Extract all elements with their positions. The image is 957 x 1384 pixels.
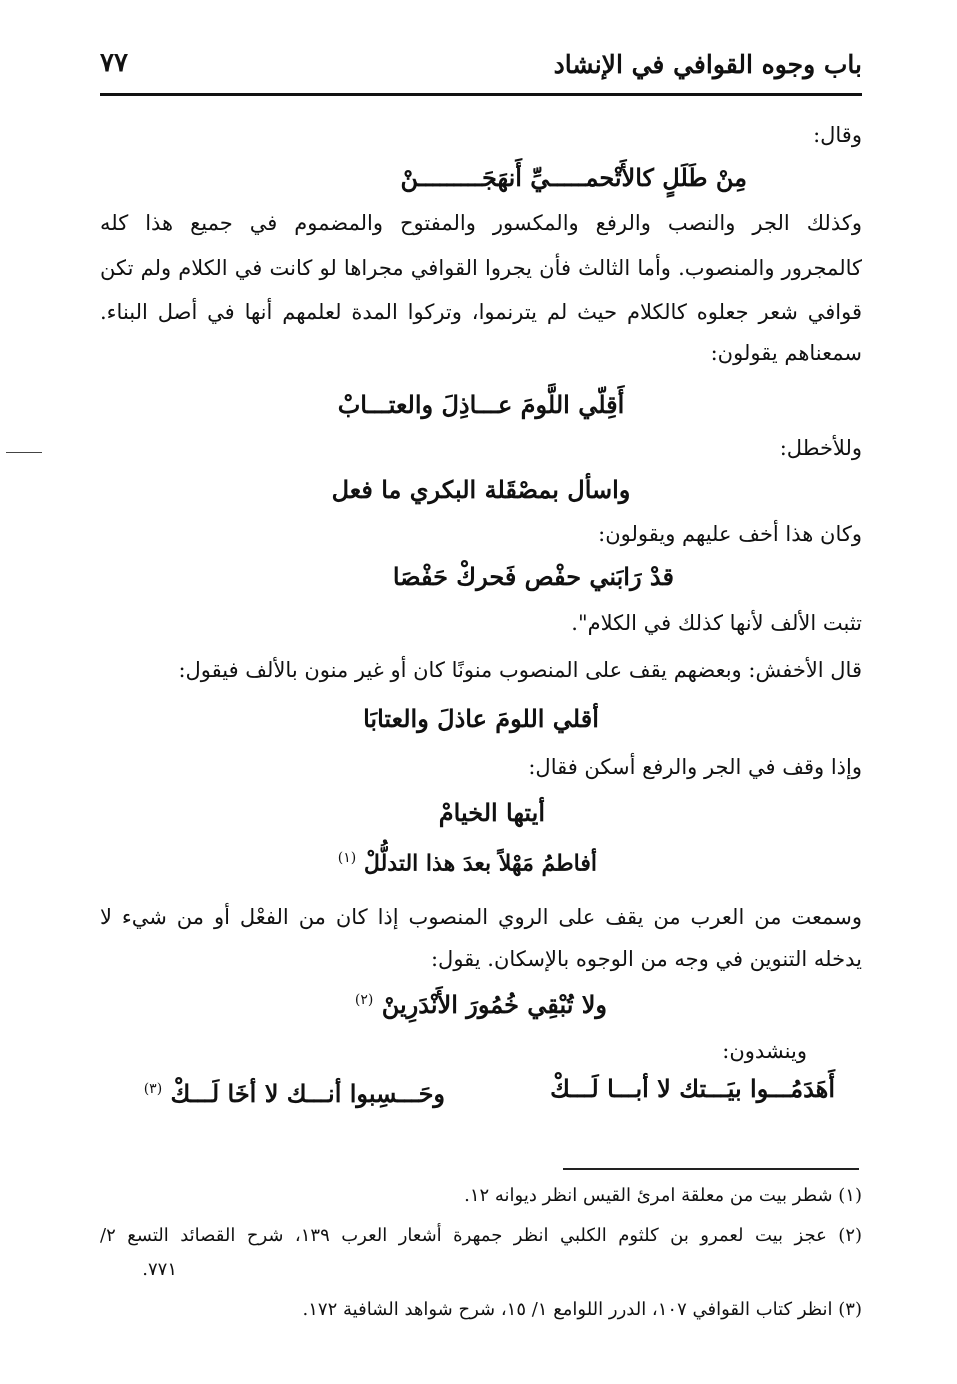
footnote-marker: (٣) bbox=[143, 1081, 163, 1097]
text-line: وقال: bbox=[813, 123, 862, 147]
header-rule bbox=[100, 93, 862, 96]
verse-line bbox=[355, 985, 607, 1020]
verse-hemistich-first: أَهَدَمُـــوا بيَـــتك لا أبـــا لَـــكْ bbox=[550, 1074, 835, 1103]
verse-line: أيتها الخيامْ bbox=[438, 798, 545, 827]
text-line: وإذا وقف في الجر والرفع أسكن فقال: bbox=[528, 755, 862, 779]
verse-line: واسأل بمصْقَلة البكري ما فعل bbox=[331, 475, 631, 504]
verse-line bbox=[338, 843, 597, 878]
footnote: (٣) انظر كتاب القوافي ١٠٧، الدرر اللوامع ١/ ١٥، شرح شواهد الشافية ١٧٢. bbox=[302, 1299, 862, 1320]
text-line: قوافي شعر جعلوه كالكلام حيث لم يترنموا، وتركوا المدة لعلمهم أنها في أصل البناء. bbox=[100, 300, 862, 324]
verse-hemistich-second bbox=[144, 1074, 445, 1109]
footnote: (٢) عجز بيت لعمرو بن كلثوم الكلبي انظر جمهرة أشعار العرب ١٣٩، شرح القصائد التسع ٢/ bbox=[100, 1225, 863, 1246]
chapter-title: باب وجوه القوافي في الإنشاد bbox=[553, 50, 862, 79]
text-line: وينشدون: bbox=[722, 1039, 807, 1063]
margin-mark bbox=[6, 452, 42, 453]
verse-text: وحَـــسِبوا أنـــك لا أخَا لَـــكْ bbox=[170, 1079, 445, 1108]
footnote: ٧٧١. bbox=[142, 1259, 177, 1280]
footnote-marker: (١) bbox=[337, 850, 357, 866]
text-line: وللأخطل: bbox=[779, 436, 862, 460]
verse-line: أقلي اللومَ عاذلَ والعتابَا bbox=[363, 704, 599, 733]
text-line: يدخله التنوين في وجه من الوجوه بالإسكان. يقول: bbox=[430, 947, 862, 971]
verse-line: أَقِلّي اللَّومَ عـــاذِلَ والعتـــابْ bbox=[337, 390, 625, 419]
page-number: ٧٧ bbox=[100, 48, 128, 78]
verse-text: أفاطمُ مَهْلاً بعدَ هذا التدلُّلْ bbox=[363, 850, 597, 877]
footnote: (١) شطر بيت من معلقة امرئ القيس انظر ديوانه ١٢. bbox=[464, 1185, 862, 1206]
text-line: كالمجرور والمنصوب. وأما الثالث فأن يجروا القوافي مجراها لو كانت في الكلام ولم تكن bbox=[100, 256, 862, 280]
text-line: سمعناهم يقولون: bbox=[710, 341, 862, 365]
verse-text: ولا تُبْقِي خُمُورَ الأَنْدَرِينْ bbox=[381, 990, 607, 1019]
verse-line: مِنْ طَلَلٍ كالأَتْحمـــــيِّ أَنهَجَـــــــــنْ bbox=[400, 163, 747, 192]
text-line: تثبت الألف لأنها كذلك في الكلام". bbox=[571, 611, 862, 635]
text-line: قال الأخفش: وبعضهم يقف على المنصوب منونًا كان أو غير منون بالألف فيقول: bbox=[178, 658, 862, 682]
text-line: وكذلك الجر والنصب والرفع والمكسور والمفتوح والمضموم في جميع هذا كله bbox=[100, 211, 862, 235]
footnote-marker: (٢) bbox=[354, 992, 374, 1008]
verse-line: قدْ رَابَني حفْص فَحركْ حَفْصَا bbox=[392, 562, 674, 591]
text-line: وكان هذا أخف عليهم ويقولون: bbox=[598, 522, 862, 546]
footnote-separator bbox=[563, 1168, 859, 1170]
text-line: وسمعت من العرب من يقف على الروي المنصوب إذا كان من الفعْل أو من شيء لا bbox=[100, 905, 862, 929]
